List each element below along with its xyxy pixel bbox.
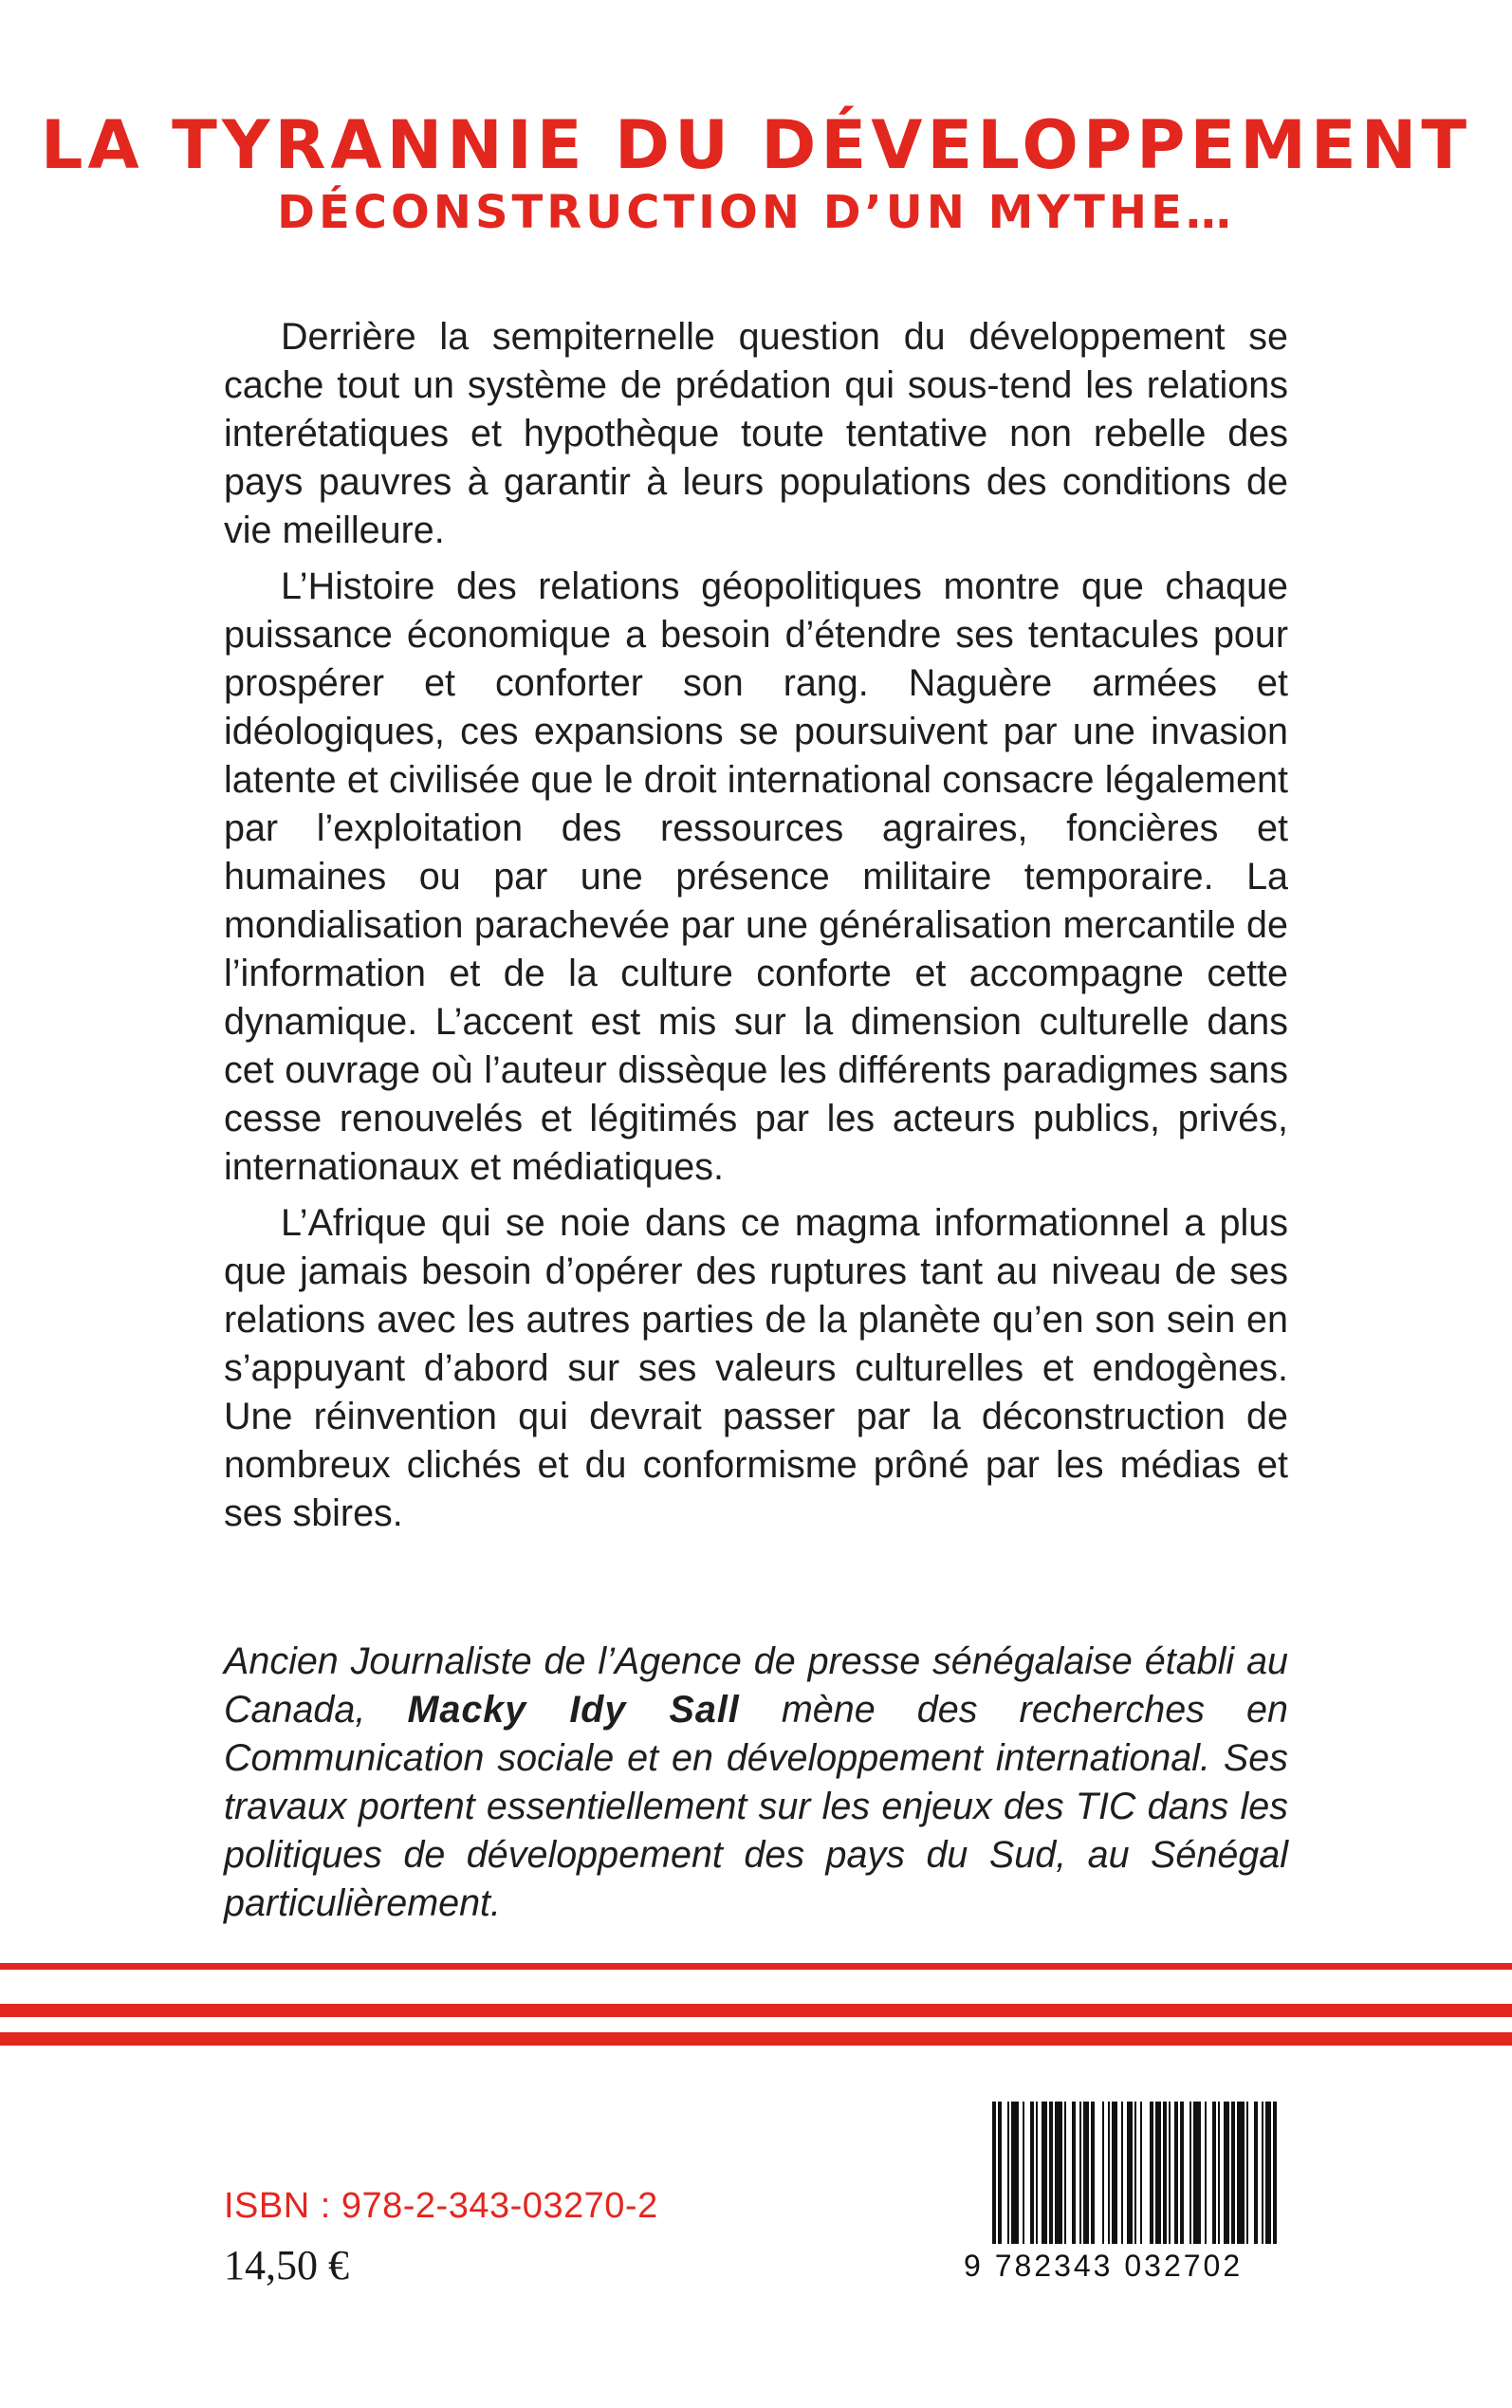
price: 14,50 € xyxy=(224,2242,349,2288)
barcode-bar xyxy=(1134,2102,1136,2244)
barcode-bar xyxy=(1218,2102,1220,2244)
barcode-bar xyxy=(1246,2102,1248,2244)
barcode-bars xyxy=(990,2102,1284,2244)
cover-title: LA TYRANNIE DU DÉVELOPPEMENT xyxy=(40,106,1472,184)
cover-subtitle: DÉCONSTRUCTION D’UN MYTHE… xyxy=(277,186,1235,239)
barcode-bar xyxy=(1237,2102,1245,2244)
barcode-bar xyxy=(1265,2102,1271,2244)
barcode-bar xyxy=(1108,2102,1110,2244)
barcode-bar xyxy=(1121,2102,1123,2244)
barcode-bar xyxy=(1140,2102,1142,2244)
red-stripe-top xyxy=(0,1963,1512,1970)
barcode-bar xyxy=(1023,2102,1024,2244)
blurb-paragraph-2: L’Histoire des relations géopolitiques montre que chaque puissance économique a besoin d’étendre ses tentacules pour prospérer et conforter son rang. Naguère armées et idéologiques, ces expansions se poursuivent par une invasion latente et civilisée que le droit international consacre légalement par l’exploitation des ressources agraires, foncières et humaines ou par une présence militaire temporaire. La mondialisation parachevée par une généralisation mercantile de l’information et de la culture conforte et accompagne cette dynamique. L’accent est mis sur la dimension culturelle dans cet ouvrage où l’auteur dissèque les différents paradigmes sans cesse renouvelés et légitimés par les acteurs publics, privés, internationaux et médiatiques. xyxy=(224,565,1288,1188)
barcode-bar xyxy=(1150,2102,1153,2244)
author-name: Macky Idy Sall xyxy=(407,1689,740,1731)
barcode-bar xyxy=(1189,2102,1191,2244)
barcode-bar xyxy=(1030,2102,1034,2244)
red-stripe-bottom xyxy=(0,2032,1512,2046)
barcode-bar xyxy=(1011,2102,1019,2244)
barcode-bar xyxy=(1127,2102,1133,2244)
barcode-bar xyxy=(1212,2102,1216,2244)
barcode-digits: 9 782343 032702 xyxy=(964,2249,1244,2283)
blurb xyxy=(224,313,1288,1546)
author-bio-rest: mène des recherches en Communication sociale et en développement international. Ses travaux portent essentiellement sur les enjeux des TIC dans les politiques de développement des pays du Sud, au Sénégal particulièrement. xyxy=(224,1689,1288,1924)
barcode-bar xyxy=(1262,2102,1263,2244)
barcode-bar xyxy=(1083,2102,1089,2244)
barcode-bar xyxy=(1049,2102,1053,2244)
barcode-bar xyxy=(1155,2102,1161,2244)
barcode-bar xyxy=(1079,2102,1081,2244)
barcode-bar xyxy=(1254,2102,1258,2244)
barcode-bar xyxy=(1169,2102,1171,2244)
barcode-bar xyxy=(1072,2102,1076,2244)
barcode-bar xyxy=(1231,2102,1235,2244)
barcode-bar xyxy=(1091,2102,1095,2244)
blurb-paragraph-3: L’Afrique qui se noie dans ce magma informationnel a plus que jamais besoin d’opérer des ruptures tant au niveau de ses relations avec les autres parties de la planète qu’en son sein en s’appuyant d’abord sur ses valeurs culturelles et endogènes. Une réinvention qui devrait passer par la déconstruction de nombreux clichés et du conformisme prôné par les médias et ses sbires. xyxy=(224,1202,1288,1534)
red-stripe-middle xyxy=(0,2004,1512,2017)
blurb-paragraph-1: Derrière la sempiternelle question du développement se cache tout un système de prédation qui sous-tend les relations interétatiques et hypothèque toute tentative non rebelle des pays pauvres à garantir à leurs populations des conditions de vie meilleure. xyxy=(224,316,1288,551)
author-bio xyxy=(224,1638,1288,1928)
barcode-bar xyxy=(992,2102,996,2244)
barcode-bar xyxy=(1007,2102,1009,2244)
barcode-bar xyxy=(1064,2102,1066,2244)
isbn: ISBN : 978-2-343-03270-2 xyxy=(224,2186,658,2226)
barcode-bar xyxy=(1205,2102,1207,2244)
barcode-bar xyxy=(998,2102,1002,2244)
barcode-bar xyxy=(1193,2102,1201,2244)
barcode-bar xyxy=(1163,2102,1167,2244)
barcode-bar xyxy=(1042,2102,1047,2244)
barcode-bar xyxy=(1174,2102,1178,2244)
barcode-bar xyxy=(1224,2102,1229,2244)
author-bio-intro: Ancien Journaliste de l’Agence de presse sénégalaise établi au Canada, xyxy=(224,1640,1288,1731)
barcode-bar xyxy=(1055,2102,1062,2244)
barcode-bar xyxy=(1112,2102,1117,2244)
barcode-bar xyxy=(1180,2102,1184,2244)
barcode-bar xyxy=(1273,2102,1277,2244)
barcode-bar xyxy=(1102,2102,1104,2244)
barcode-bar xyxy=(1036,2102,1038,2244)
